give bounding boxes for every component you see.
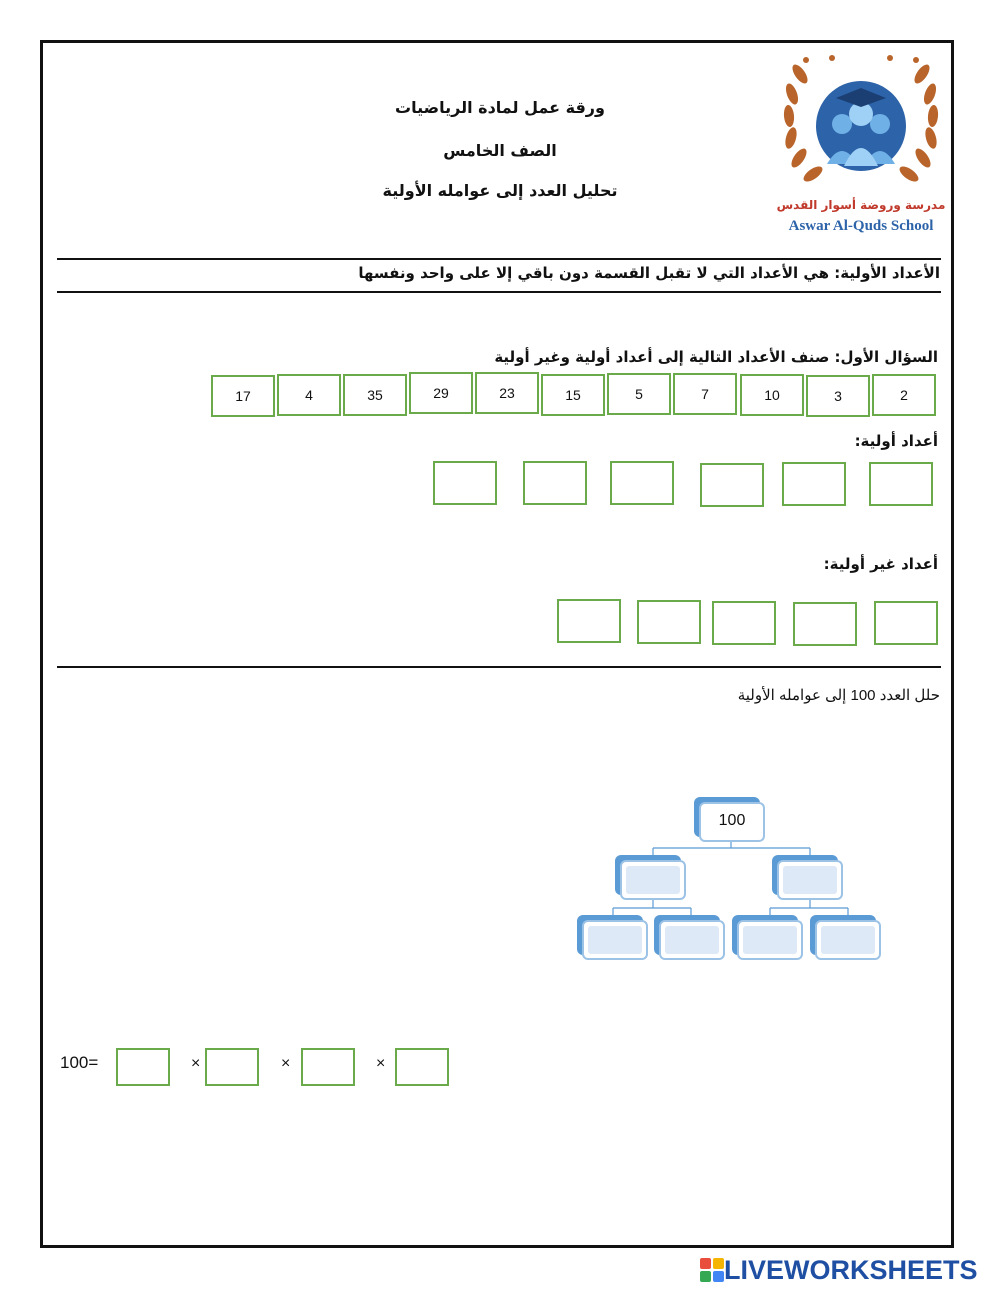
liveworksheets-text: LIVEWORKSHEETS	[724, 1254, 978, 1285]
number-card[interactable]: 35	[343, 374, 407, 416]
liveworksheets-brand[interactable]	[700, 1254, 978, 1286]
number-card[interactable]: 4	[277, 374, 341, 416]
logo-name-ar: مدرسة وروضة أسوار القدس	[776, 198, 946, 212]
prime-answer-box[interactable]	[433, 461, 497, 505]
nonprime-answer-box[interactable]	[637, 600, 701, 644]
number-card[interactable]: 17	[211, 375, 275, 417]
nonprime-answer-box[interactable]	[874, 601, 938, 645]
tree-root-value: 100	[718, 812, 746, 829]
tree-leaf-node[interactable]	[737, 920, 803, 960]
times-sign: ×	[376, 1055, 386, 1072]
equation-answer-box[interactable]	[116, 1048, 170, 1086]
number-card[interactable]: 23	[475, 372, 539, 414]
number-card[interactable]: 3	[806, 375, 870, 417]
divider-top	[57, 258, 941, 260]
number-card[interactable]: 29	[409, 372, 473, 414]
grade-label: الصف الخامس	[443, 141, 557, 160]
logo-name-en: Aswar Al-Quds School	[788, 218, 934, 234]
divider-question2	[57, 666, 941, 668]
divider-definition	[57, 291, 941, 293]
tree-root-node	[699, 802, 765, 842]
equation-prefix: 100=	[60, 1053, 99, 1072]
lesson-title: تحليل العدد إلى عوامله الأولية	[382, 181, 618, 200]
school-logo	[772, 46, 950, 240]
worksheet-title: ورقة عمل لمادة الرياضيات	[395, 98, 605, 117]
tree-factor-node[interactable]	[777, 860, 843, 900]
number-card[interactable]: 7	[673, 373, 737, 415]
nonprime-answer-box[interactable]	[557, 599, 621, 643]
prime-answer-box[interactable]	[782, 462, 846, 506]
tree-leaf-node[interactable]	[659, 920, 725, 960]
tree-leaf-node[interactable]	[582, 920, 648, 960]
nonprime-answer-box[interactable]	[712, 601, 776, 645]
prime-answer-box[interactable]	[523, 461, 587, 505]
prime-answer-box[interactable]	[700, 463, 764, 507]
nonprimes-label: أعداد غير أولية:	[823, 555, 938, 573]
prime-answer-box[interactable]	[869, 462, 933, 506]
number-card[interactable]: 2	[872, 374, 936, 416]
number-card[interactable]: 15	[541, 374, 605, 416]
equation-answer-box[interactable]	[205, 1048, 259, 1086]
liveworksheets-logo-icon	[700, 1258, 724, 1282]
tree-leaf-node[interactable]	[815, 920, 881, 960]
times-sign: ×	[281, 1055, 291, 1072]
number-card[interactable]: 5	[607, 373, 671, 415]
prime-definition: الأعداد الأولية: هي الأعداد التي لا تقبل القسمة دون باقي إلا على واحد ونفسها	[358, 264, 940, 282]
graduates-icon	[816, 81, 906, 171]
nonprime-answer-box[interactable]	[793, 602, 857, 646]
primes-label: أعداد أولية:	[854, 432, 938, 450]
prime-answer-box[interactable]	[610, 461, 674, 505]
question2-text: حلل العدد 100 إلى عوامله الأولية	[737, 687, 940, 704]
number-card[interactable]: 10	[740, 374, 804, 416]
question1-text: السؤال الأول: صنف الأعداد التالية إلى أعداد أولية وغير أولية	[494, 348, 938, 366]
equation-answer-box[interactable]	[301, 1048, 355, 1086]
equation-answer-box[interactable]	[395, 1048, 449, 1086]
tree-factor-node[interactable]	[620, 860, 686, 900]
times-sign: ×	[191, 1055, 201, 1072]
